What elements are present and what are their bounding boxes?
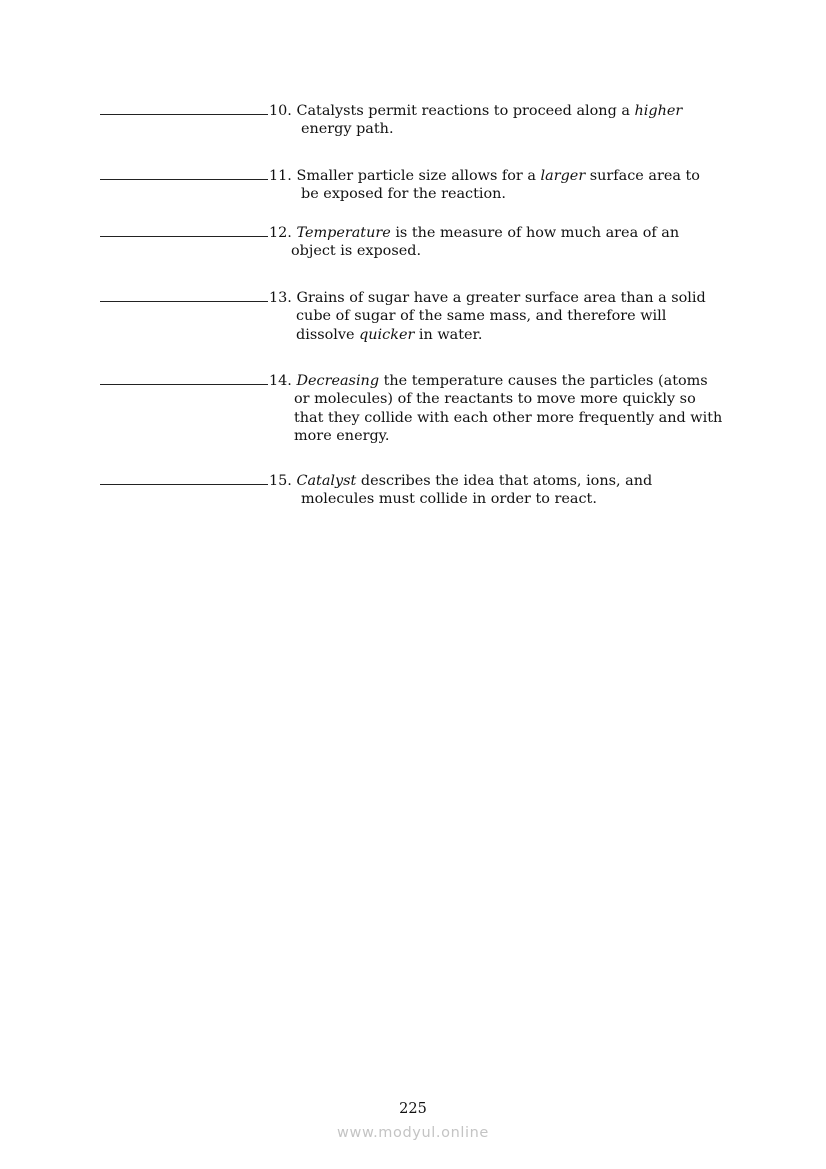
question-text: or molecules) of the reactants to move more quickly so <box>294 391 696 408</box>
question-text: more energy. <box>294 427 390 444</box>
answer-blank-11[interactable] <box>100 165 268 180</box>
question-text: dissolve <box>296 326 360 343</box>
question-text: in water. <box>414 326 483 343</box>
answer-blank-15[interactable] <box>100 470 268 485</box>
question-text: object is exposed. <box>291 243 422 260</box>
emphasis: Catalyst <box>296 473 357 489</box>
watermark: www.modyul.online <box>337 1125 489 1141</box>
answer-blank-13[interactable] <box>100 287 268 302</box>
question-text: that they collide with each other more frequently and with <box>294 409 723 426</box>
question-text: energy path. <box>301 121 394 138</box>
question-text: be exposed for the reaction. <box>301 186 507 203</box>
question-text-line <box>100 326 730 344</box>
question-text: is the measure of how much area of an <box>390 225 680 241</box>
question-number: 15. <box>269 473 292 489</box>
emphasis: Temperature <box>296 225 391 241</box>
question-text: Smaller particle size allows for a <box>296 168 541 184</box>
emphasis: larger <box>540 168 586 184</box>
emphasis: higher <box>634 103 683 119</box>
question-text: Catalysts permit reactions to proceed along a <box>296 103 635 119</box>
question-10 <box>100 100 730 139</box>
emphasis: quicker <box>359 326 415 343</box>
emphasis: Decreasing <box>296 373 380 389</box>
question-number: 10. <box>269 103 292 119</box>
answer-blank-12[interactable] <box>100 222 268 237</box>
question-13 <box>100 287 730 344</box>
question-text: Grains of sugar have a greater surface area than a solid <box>296 290 706 306</box>
question-text: describes the idea that atoms, ions, and <box>356 473 653 489</box>
question-text: surface area to <box>585 168 700 184</box>
question-text: molecules must collide in order to react. <box>301 491 597 508</box>
question-text: the temperature causes the particles (atoms <box>379 373 708 389</box>
question-number: 13. <box>269 290 292 306</box>
question-12 <box>100 222 730 261</box>
question-number: 11. <box>269 168 292 184</box>
page-number: 225 <box>399 1101 427 1117</box>
question-14 <box>100 370 730 445</box>
question-number: 12. <box>269 225 292 241</box>
question-text: cube of sugar of the same mass, and therefore will <box>296 308 667 325</box>
answer-blank-14[interactable] <box>100 370 268 385</box>
question-11 <box>100 165 730 204</box>
question-number: 14. <box>269 373 292 389</box>
question-15 <box>100 470 730 509</box>
answer-blank-10[interactable] <box>100 100 268 115</box>
